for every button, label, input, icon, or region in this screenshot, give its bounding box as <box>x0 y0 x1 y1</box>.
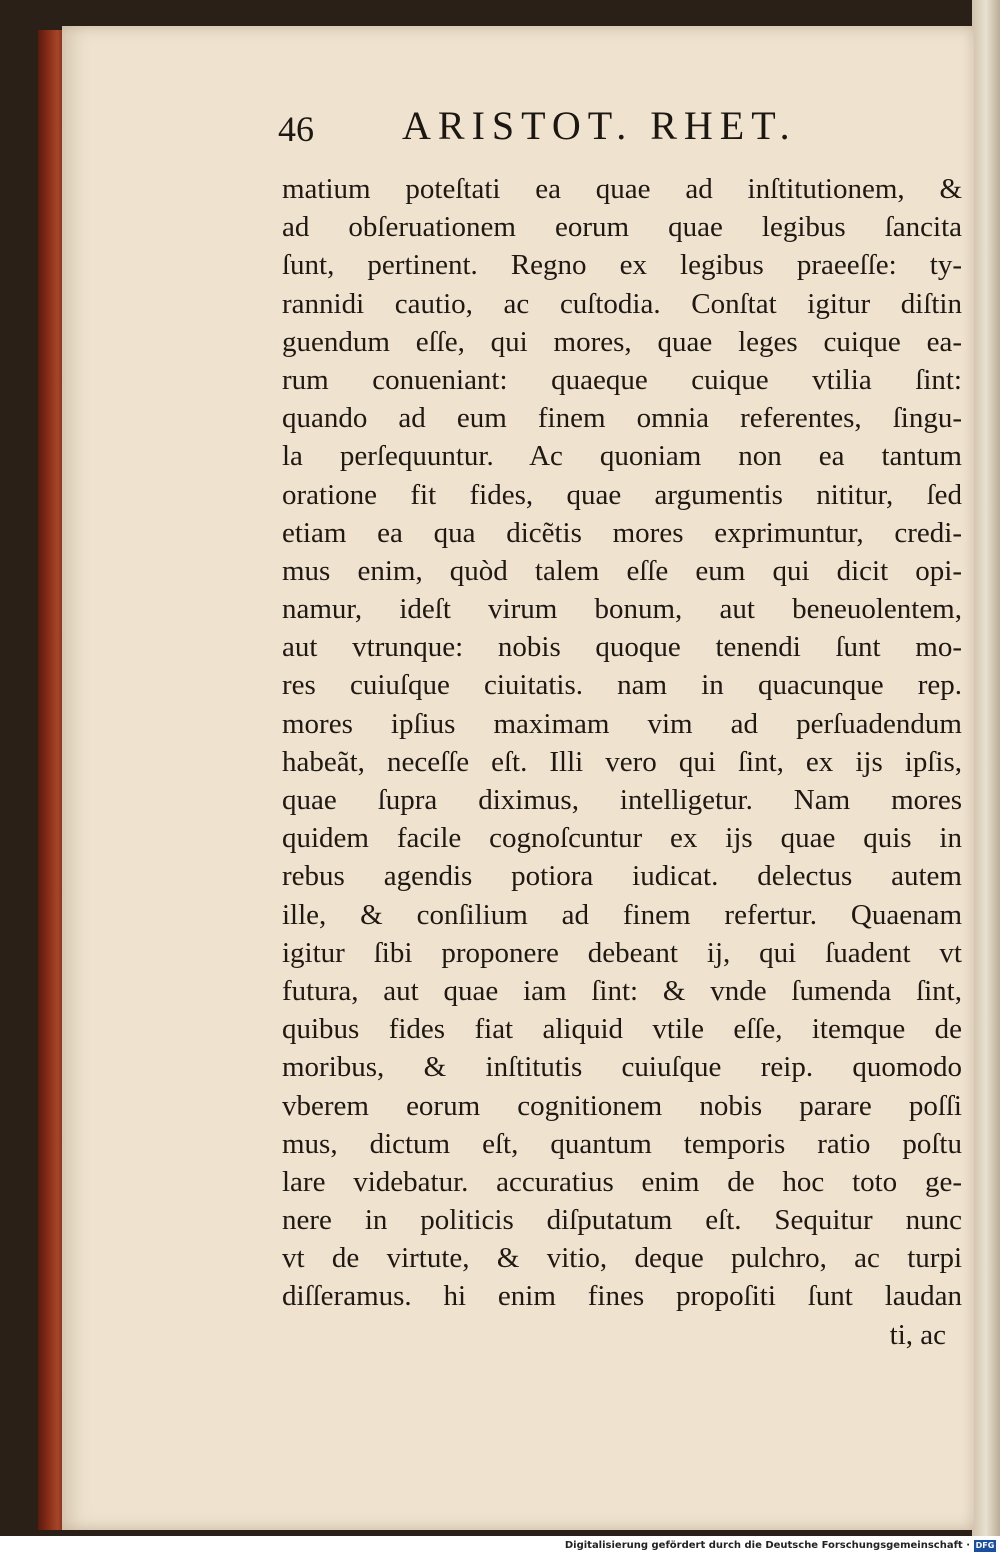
text-line: rum conueniant: quaeque cuique vtilia ſint: <box>282 363 962 396</box>
digitization-footer <box>0 1536 1000 1559</box>
text-line: guendum eſſe, qui mores, quae leges cuique ea- <box>282 325 962 358</box>
page-number: 46 <box>278 109 314 149</box>
text-line: aut vtrunque: nobis quoque tenendi ſunt mo- <box>282 631 962 664</box>
text-line: res cuiuſque ciuitatis. nam in quacunque rep. <box>282 669 962 702</box>
text-line: oratione fit fides, quae argumentis nititur, ſed <box>282 478 962 511</box>
catchword: ti, ac <box>889 1318 946 1351</box>
body-text <box>282 170 962 1354</box>
text-line: rebus agendis potiora iudicat. delectus autem <box>282 860 962 893</box>
text-line: matium poteſtati ea quae ad inſtitutionem, & <box>282 173 962 205</box>
text-line: ille, & conſilium ad finem refertur. Quaenam <box>282 898 962 931</box>
text-line: quidem facile cognoſcuntur ex ijs quae quis in <box>282 822 962 855</box>
text-line: mus, dictum eſt, quantum temporis ratio poſtu <box>282 1127 962 1160</box>
text-line: vberem eorum cognitionem nobis parare poſſi <box>282 1089 962 1122</box>
text-line: quibus fides fiat aliquid vtile eſſe, itemque de <box>282 1013 962 1046</box>
text-line: quando ad eum finem omnia referentes, ſingu- <box>282 402 962 435</box>
text-line: vt de virtute, & vitio, deque pulchro, ac turpi <box>282 1242 962 1275</box>
dfg-logo: DFG <box>975 1541 995 1550</box>
text-line: lare videbatur. accuratius enim de hoc toto ge- <box>282 1165 962 1198</box>
text-line: quae ſupra diximus, intelligetur. Nam mores <box>282 784 962 816</box>
text-line: rannidi cautio, ac cuſtodia. Conſtat igitur diſtin <box>282 287 962 320</box>
text-line: diſſeramus. hi enim fines propoſiti ſunt laudan <box>282 1280 962 1313</box>
text-line: namur, ideſt virum bonum, aut beneuolentem, <box>282 593 962 626</box>
text-line: etiam ea qua dicẽtis mores exprimuntur, credi- <box>282 516 962 549</box>
text-line: igitur ſibi proponere debeant ij, qui ſuadent vt <box>282 936 962 969</box>
text-line: futura, aut quae iam ſint: & vnde ſumenda ſint, <box>282 974 962 1007</box>
text-line: la perſequuntur. Ac quoniam non ea tantum <box>282 440 962 473</box>
text-line: moribus, & inſtitutis cuiuſque reip. quomodo <box>282 1051 962 1084</box>
funding-credit: Digitalisierung gefördert durch die Deutsche Forschungsgemeinschaft · <box>564 1540 970 1551</box>
text-line: nere in politicis diſputatum eſt. Sequitur nunc <box>282 1204 962 1237</box>
text-line: habeãt, neceſſe eſt. Illi vero qui ſint, ex ijs ipſis, <box>282 745 962 778</box>
text-line: ad obſeruationem eorum quae legibus ſancita <box>282 211 962 244</box>
text-line: mores ipſius maximam vim ad perſuadendum <box>282 707 962 740</box>
text-line: ſunt, pertinent. Regno ex legibus praeeſſe: ty- <box>282 249 962 282</box>
text-line: mus enim, quòd talem eſſe eum qui dicit opi- <box>282 554 962 587</box>
running-title: ARISTOT. RHET. <box>402 103 797 148</box>
running-head <box>214 92 954 152</box>
page-fore-edge <box>972 0 1000 1536</box>
